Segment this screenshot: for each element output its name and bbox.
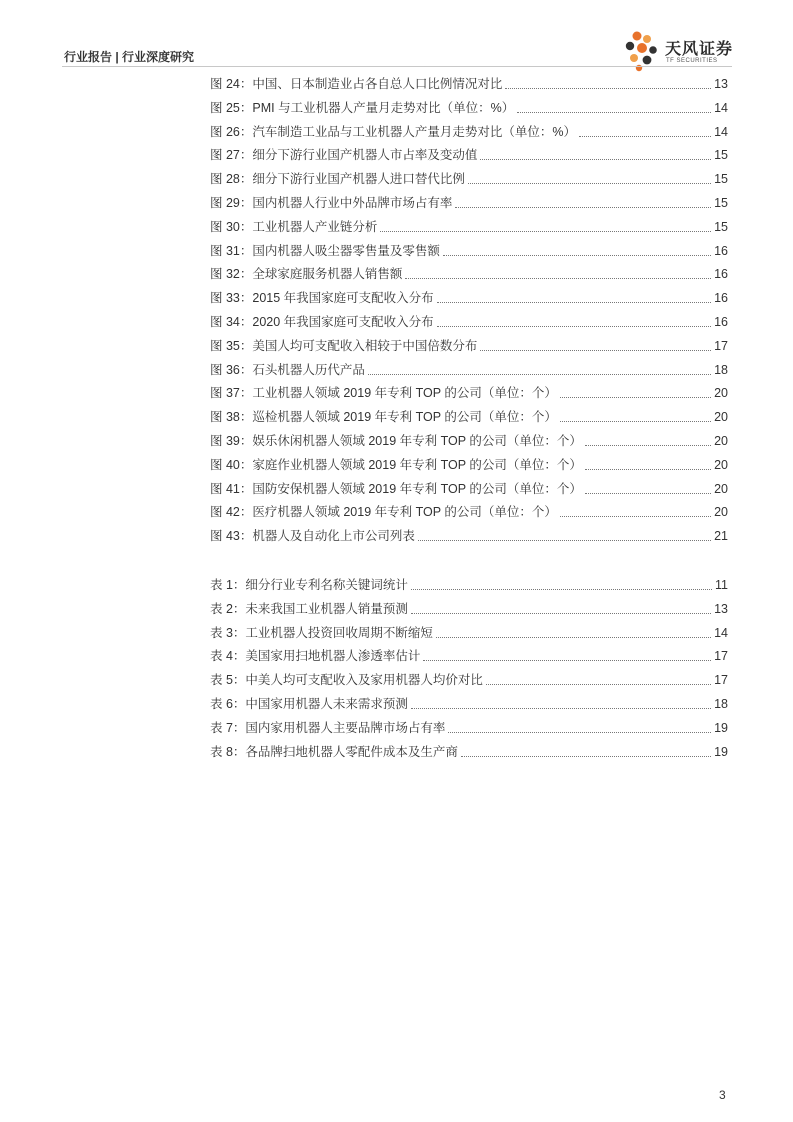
toc-entry[interactable]	[210, 645, 728, 669]
toc-entry[interactable]	[210, 359, 728, 383]
toc-entry-page: 20	[714, 386, 728, 401]
toc-entry-title: 表 7：国内家用机器人主要品牌市场占有率	[210, 720, 446, 735]
toc-entry-page: 21	[714, 529, 728, 544]
toc-leader-dots	[505, 73, 711, 89]
toc-entry-title: 图 30：工业机器人产业链分析	[210, 219, 378, 234]
toc-leader-dots	[380, 216, 711, 232]
toc-entry-title: 图 34：2020 年我国家庭可支配收入分布	[210, 314, 434, 329]
toc-leader-dots	[517, 97, 711, 113]
toc-entry[interactable]	[210, 168, 728, 192]
toc-entry-title: 图 38：巡检机器人领域 2019 年专利 TOP 的公司（单位：个）	[210, 410, 557, 425]
toc-entry[interactable]	[210, 144, 728, 168]
toc-leader-dots	[443, 240, 711, 256]
toc-entry-page: 15	[714, 172, 728, 187]
toc-entry[interactable]	[210, 192, 728, 216]
toc-leader-dots	[418, 525, 711, 541]
header-divider	[62, 66, 732, 67]
toc-leader-dots	[411, 598, 711, 614]
toc-entry-page: 14	[714, 100, 728, 115]
toc-leader-dots	[480, 144, 711, 160]
toc-entry-page: 16	[714, 267, 728, 282]
toc-leader-dots	[585, 430, 711, 446]
toc-entry[interactable]	[210, 311, 728, 335]
toc-entry[interactable]	[210, 216, 728, 240]
toc-entry-page: 16	[714, 291, 728, 306]
toc-entry[interactable]	[210, 525, 728, 549]
tables-list	[210, 574, 728, 764]
toc-entry[interactable]	[210, 382, 728, 406]
toc-entry[interactable]	[210, 598, 728, 622]
toc-entry-page: 15	[714, 195, 728, 210]
toc-entry[interactable]	[210, 717, 728, 741]
toc-entry[interactable]	[210, 622, 728, 646]
toc-entry[interactable]	[210, 73, 728, 97]
toc-entry[interactable]	[210, 454, 728, 478]
toc-entry-title: 图 36：石头机器人历代产品	[210, 362, 365, 377]
toc-entry-page: 20	[714, 433, 728, 448]
page-number: 3	[719, 1088, 726, 1102]
toc-leader-dots	[411, 574, 712, 590]
toc-leader-dots	[585, 478, 711, 494]
toc-entry-page: 20	[714, 481, 728, 496]
toc-entry-title: 表 1：细分行业专利名称关键词统计	[210, 578, 408, 592]
toc-entry-title: 表 5：中美人均可支配收入及家用机器人均价对比	[210, 673, 483, 688]
toc-entry-page: 18	[714, 696, 728, 711]
toc-leader-dots	[405, 263, 711, 279]
toc-entry[interactable]	[210, 478, 728, 502]
toc-entry-title: 图 25：PMI 与工业机器人产量月走势对比（单位：%）	[210, 100, 515, 115]
toc-entry-title: 图 40：家庭作业机器人领域 2019 年专利 TOP 的公司（单位：个）	[210, 457, 582, 472]
toc-entry-title: 图 28：细分下游行业国产机器人进口替代比例	[210, 172, 465, 187]
toc-leader-dots	[448, 717, 711, 733]
toc-entry-page: 18	[714, 362, 728, 377]
toc-entry-page: 13	[714, 601, 728, 616]
toc-entry-page: 16	[714, 314, 728, 329]
toc-leader-dots	[560, 501, 711, 517]
toc-leader-dots	[585, 454, 711, 470]
toc-leader-dots	[455, 192, 711, 208]
toc-entry-title: 图 41：国防安保机器人领域 2019 年专利 TOP 的公司（单位：个）	[210, 481, 582, 496]
toc-entry-title: 图 32：全球家庭服务机器人销售额	[210, 267, 403, 282]
figures-list	[210, 73, 728, 549]
toc-entry-title: 表 2：未来我国工业机器人销量预测	[210, 601, 408, 616]
toc-entry-title: 图 31：国内机器人吸尘器零售量及零售额	[210, 243, 440, 258]
toc-entry-title: 图 43：机器人及自动化上市公司列表	[210, 529, 415, 544]
toc-entry-page: 17	[714, 338, 728, 353]
toc-entry-page: 14	[714, 625, 728, 640]
toc-entry-page: 16	[714, 243, 728, 258]
logo-name: 天风证券	[665, 41, 734, 58]
toc-leader-dots	[411, 693, 711, 709]
toc-entry-title: 图 29：国内机器人行业中外品牌市场占有率	[210, 195, 453, 210]
toc-entry-page: 17	[714, 649, 728, 664]
toc-entry-page: 19	[714, 744, 728, 759]
toc-entry-title: 图 24：中国、日本制造业占各自总人口比例情况对比	[210, 77, 503, 91]
toc-leader-dots	[461, 741, 711, 757]
toc-entry-page: 19	[714, 720, 728, 735]
toc-entry-title: 图 27：细分下游行业国产机器人市占率及变动值	[210, 148, 478, 163]
toc-entry-page: 20	[714, 410, 728, 425]
toc-entry-title: 图 39：娱乐休闲机器人领域 2019 年专利 TOP 的公司（单位：个）	[210, 433, 582, 448]
toc-entry-title: 图 26：汽车制造工业品与工业机器人产量月走势对比（单位：%）	[210, 124, 576, 139]
toc-entry-title: 图 33：2015 年我国家庭可支配收入分布	[210, 291, 434, 306]
toc-leader-dots	[437, 311, 711, 327]
toc-entry-page: 17	[714, 673, 728, 688]
toc-entry[interactable]	[210, 741, 728, 765]
toc-leader-dots	[579, 121, 711, 137]
toc-entry-title: 图 37：工业机器人领域 2019 年专利 TOP 的公司（单位：个）	[210, 386, 557, 401]
toc-entry[interactable]	[210, 335, 728, 359]
toc-entry[interactable]	[210, 97, 728, 121]
toc-entry[interactable]	[210, 669, 728, 693]
toc-leader-dots	[560, 382, 711, 398]
toc-entry[interactable]	[210, 693, 728, 717]
toc-entry-title: 表 3：工业机器人投资回收周期不断缩短	[210, 625, 433, 640]
toc-entry[interactable]	[210, 263, 728, 287]
toc-entry[interactable]	[210, 574, 728, 598]
toc-entry-page: 15	[714, 148, 728, 163]
toc-entry-title: 表 6：中国家用机器人未来需求预测	[210, 696, 408, 711]
toc-entry[interactable]	[210, 501, 728, 525]
toc-leader-dots	[560, 406, 711, 422]
toc-entry[interactable]	[210, 121, 728, 145]
report-category: 行业报告 | 行业深度研究	[64, 50, 195, 64]
toc-entry[interactable]	[210, 287, 728, 311]
toc-entry-title: 表 8：各品牌扫地机器人零配件成本及生产商	[210, 744, 458, 759]
toc-leader-dots	[423, 645, 711, 661]
toc-leader-dots	[486, 669, 711, 685]
toc-leader-dots	[468, 168, 711, 184]
toc-entry-page: 20	[714, 505, 728, 520]
toc-entry-title: 图 35：美国人均可支配收入相较于中国倍数分布	[210, 338, 478, 353]
toc-leader-dots	[480, 335, 711, 351]
toc-entry[interactable]	[210, 240, 728, 264]
toc-entry-title: 表 4：美国家用扫地机器人渗透率估计	[210, 649, 421, 664]
toc-entry-page: 20	[714, 457, 728, 472]
toc-entry[interactable]	[210, 406, 728, 430]
toc-leader-dots	[436, 622, 711, 638]
toc-entry[interactable]	[210, 430, 728, 454]
toc-entry-page: 13	[714, 77, 728, 91]
toc-leader-dots	[368, 359, 711, 375]
toc-entry-page: 15	[714, 219, 728, 234]
toc-entry-page: 14	[714, 124, 728, 139]
toc-entry-page: 11	[715, 578, 728, 592]
toc-leader-dots	[437, 287, 711, 303]
toc-entry-title: 图 42：医疗机器人领域 2019 年专利 TOP 的公司（单位：个）	[210, 505, 557, 520]
logo-subtitle: TF SECURITIES	[666, 58, 718, 64]
